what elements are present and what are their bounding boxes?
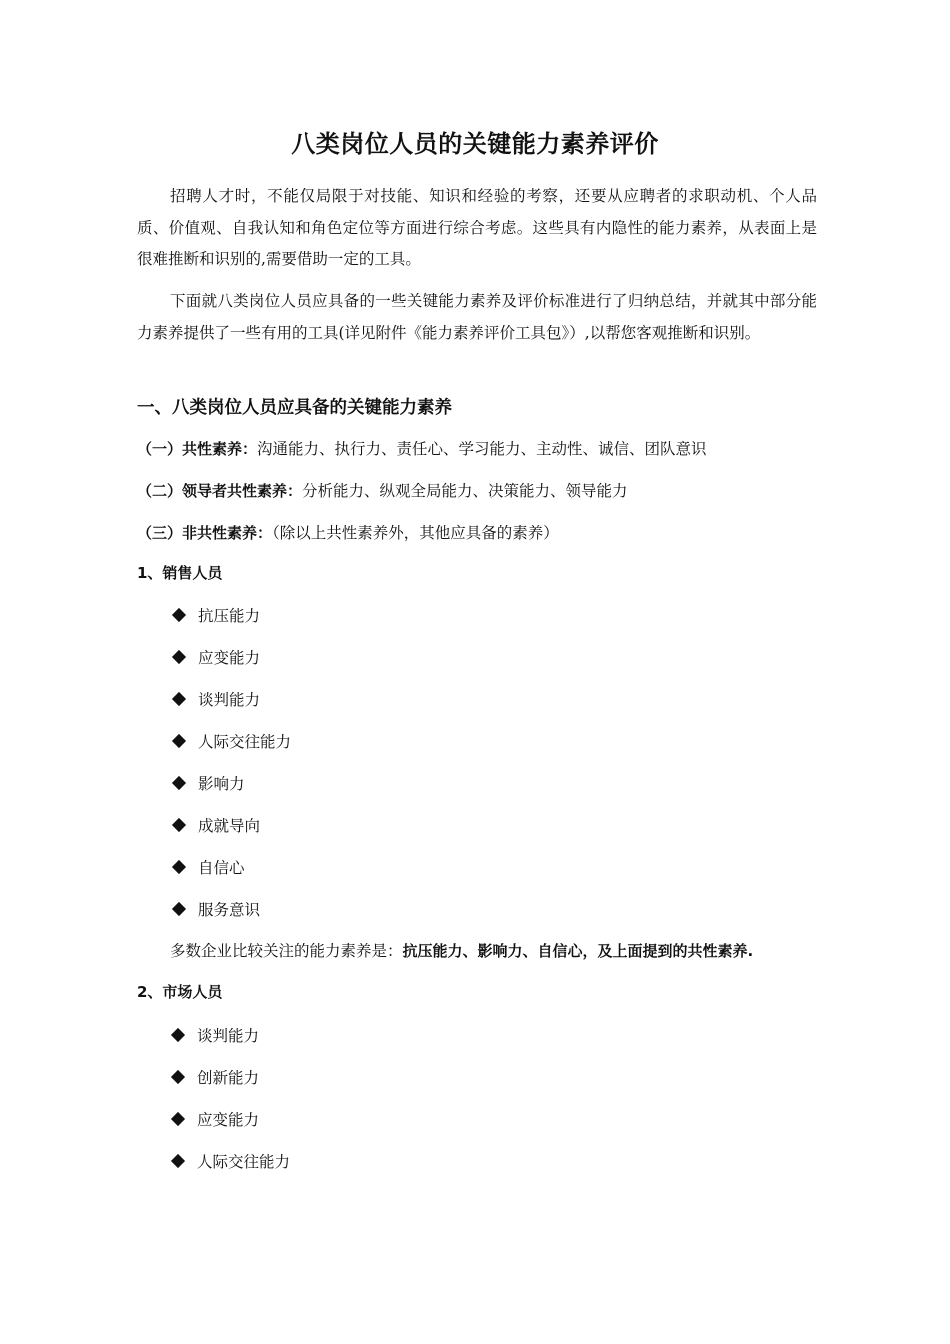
sales-heading: 1、销售人员 [137, 564, 223, 582]
document-title: 八类岗位人员的关键能力素养评价 [291, 130, 659, 158]
common-qualities-line [137, 437, 707, 459]
sales-item: 应变能力 [174, 646, 260, 668]
sales-item: 抗压能力 [174, 604, 260, 626]
diamond-bullet-icon [171, 1070, 185, 1084]
common-qualities-text: 沟通能力、执行力、责任心、学习能力、主动性、诚信、团队意识 [257, 440, 707, 458]
sales-summary-bold: 抗压能力、影响力、自信心，及上面提到的共性素养. [402, 942, 754, 960]
common-qualities-label: （一）共性素养： [137, 440, 258, 458]
sales-summary [170, 939, 753, 961]
leader-qualities-line [137, 479, 628, 501]
noncommon-qualities-text: （除以上共性素养外，其他应具备的素养） [272, 524, 559, 542]
diamond-bullet-icon [172, 818, 186, 832]
sales-summary-prefix: 多数企业比较关注的能力素养是： [170, 942, 403, 960]
diamond-bullet-icon [172, 692, 186, 706]
marketing-item: 应变能力 [173, 1108, 259, 1130]
section-heading-1: 一、八类岗位人员应具备的关键能力素养 [137, 398, 452, 418]
diamond-bullet-icon [172, 776, 186, 790]
diamond-bullet-icon [172, 608, 186, 622]
marketing-item: 创新能力 [173, 1066, 259, 1088]
diamond-bullet-icon [172, 734, 186, 748]
noncommon-qualities-line [137, 521, 559, 543]
sales-item: 服务意识 [174, 898, 260, 920]
diamond-bullet-icon [172, 650, 186, 664]
marketing-item: 人际交往能力 [173, 1150, 290, 1172]
leader-qualities-text: 分析能力、纵观全局能力、决策能力、领导能力 [302, 482, 628, 500]
intro-paragraph-2: 下面就八类岗位人员应具备的一些关键能力素养及评价标准进行了归纳总结，并就其中部分能力素养提供了一些有用的工具(详见附件《能力素养评价工具包》）,以帮您客观推断和识别。 [137, 292, 817, 342]
diamond-bullet-icon [171, 1112, 185, 1126]
marketing-heading: 2、市场人员 [137, 983, 223, 1001]
leader-qualities-label: （二）领导者共性素养： [137, 482, 303, 500]
sales-item: 人际交往能力 [174, 730, 291, 752]
marketing-item: 谈判能力 [173, 1024, 259, 1046]
intro-paragraph-1: 招聘人才时，不能仅局限于对技能、知识和经验的考察，还要从应聘者的求职动机、个人品质、价值观、自我认知和角色定位等方面进行综合考虑。这些具有内隐性的能力素养，从表面上是很难推断和识别的,需要借助一定的工具。 [137, 187, 817, 268]
diamond-bullet-icon [172, 902, 186, 916]
sales-item: 谈判能力 [174, 688, 260, 710]
diamond-bullet-icon [172, 860, 186, 874]
diamond-bullet-icon [171, 1028, 185, 1042]
diamond-bullet-icon [171, 1154, 185, 1168]
sales-item: 自信心 [174, 856, 245, 878]
sales-item: 成就导向 [174, 814, 260, 836]
noncommon-qualities-label: （三）非共性素养： [137, 524, 273, 542]
sales-item: 影响力 [174, 772, 245, 794]
